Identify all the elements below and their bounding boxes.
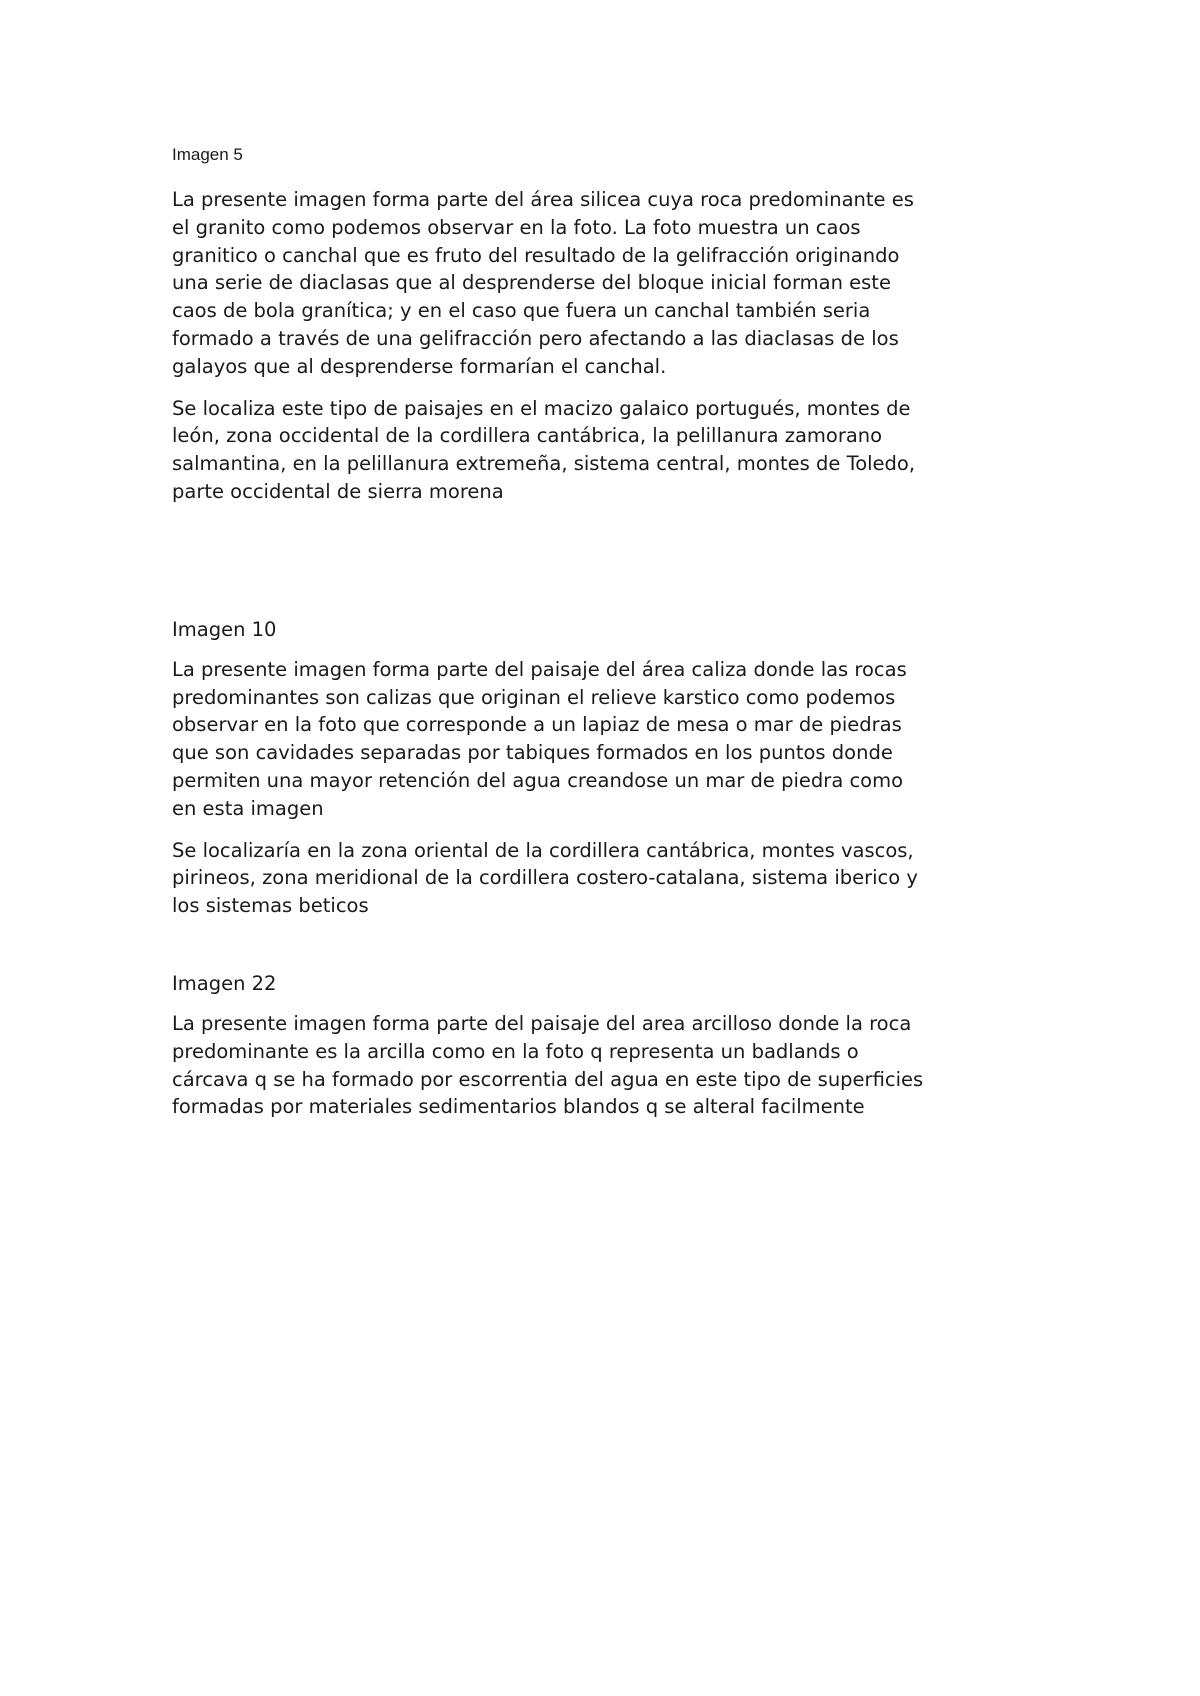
text-line: galayos que al desprenderse formarían el canchal. <box>172 354 667 378</box>
text-line: La presente imagen forma parte del paisaje del area arcilloso donde la roca <box>172 1011 912 1035</box>
section-heading: Imagen 22 <box>172 971 277 995</box>
section-heading: Imagen 10 <box>172 617 277 641</box>
text-line: La presente imagen forma parte del área silicea cuya roca predominante es <box>172 188 914 211</box>
section-heading: Imagen 5 <box>172 145 243 164</box>
text-line: formado a través de una gelifracción pero afectando a las diaclasas de los <box>172 326 899 350</box>
text-line: La presente imagen forma parte del paisaje del área caliza donde las rocas <box>172 657 907 681</box>
text-line: Se localizaría en la zona oriental de la cordillera cantábrica, montes vascos, <box>172 838 914 862</box>
text-line: caos de bola granítica; y en el caso que fuera un canchal también seria <box>172 299 871 323</box>
text-line: granitico o canchal que es fruto del resultado de la gelifracción originando <box>172 243 900 267</box>
text-line: león, zona occidental de la cordillera cantábrica, la pelillanura zamorano <box>172 424 883 448</box>
text-line: predominantes son calizas que originan el relieve karstico como podemos <box>172 685 896 709</box>
text-line: predominante es la arcilla como en la foto q representa un badlands o <box>172 1039 859 1063</box>
paragraph <box>172 837 1052 920</box>
text-line: formadas por materiales sedimentarios blandos q se alteral facilmente <box>172 1095 865 1119</box>
text-line: que son cavidades separadas por tabiques formados en los puntos donde <box>172 741 893 765</box>
text-line: Se localiza este tipo de paisajes en el macizo galaico portugués, montes de <box>172 396 911 420</box>
text-line: pirineos, zona meridional de la cordillera costero-catalana, sistema iberico y <box>172 866 918 890</box>
document-body <box>172 145 1052 1135</box>
text-line: una serie de diaclasas que al desprenderse del bloque inicial forman este <box>172 271 891 295</box>
paragraph <box>172 186 1052 381</box>
text-line: cárcava q se ha formado por escorrentia del agua en este tipo de superficies <box>172 1067 924 1091</box>
text-line: parte occidental de sierra morena <box>172 479 504 503</box>
section-imagen-22 <box>172 970 1052 1121</box>
paragraph <box>172 395 1052 506</box>
section-imagen-5 <box>172 145 1052 506</box>
text-line: permiten una mayor retención del agua creandose un mar de piedra como <box>172 768 904 792</box>
text-line: los sistemas beticos <box>172 894 369 918</box>
section-imagen-10 <box>172 616 1052 920</box>
text-line: el granito como podemos observar en la foto. La foto muestra un caos <box>172 215 861 239</box>
text-line: salmantina, en la pelillanura extremeña, sistema central, montes de Toledo, <box>172 452 916 476</box>
paragraph <box>172 656 1052 823</box>
paragraph <box>172 1010 1052 1121</box>
text-line: en esta imagen <box>172 796 324 820</box>
text-line: observar en la foto que corresponde a un lapiaz de mesa o mar de piedras <box>172 713 902 737</box>
